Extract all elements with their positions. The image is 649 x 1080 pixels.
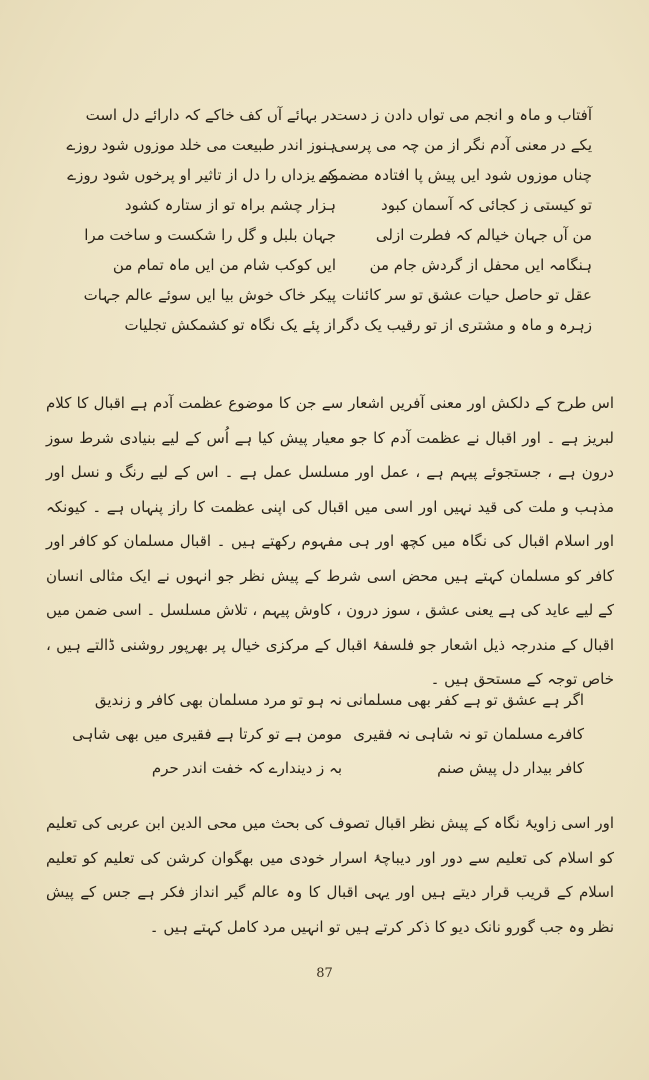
hemistich-first: چناں موزوں شود ایں پیش پا افتادہ مضمونے: [318, 166, 592, 184]
hemistich-first: زہرہ و ماہ و مشتری از تو رقیب یک دگر: [337, 316, 592, 334]
hemistich-first: تو کیستی ز کجائی کہ آسمان کبود: [381, 196, 592, 214]
couplet: [72, 717, 584, 751]
hemistich-first: کافر بیدار دل پیش صنم: [437, 759, 584, 777]
prose-paragraph-2: [46, 806, 614, 944]
hemistich-second: جہان بلبل و گل را شکست و ساخت مرا: [84, 226, 336, 244]
hemistich-second: ایں کوکب شام من ایں ماہ تمام من: [112, 256, 336, 274]
hemistich-second: از پئے یک نگاہ تو کشمکش تجلیات: [124, 316, 336, 334]
couplet: [108, 310, 592, 340]
couplet: [83, 280, 592, 310]
hemistich-second: بہ ز دیندارے کہ خفت اندر حرم: [151, 759, 342, 777]
prose-text-1: اس طرح کے دلکش اور معنی آفریں اشعار سے جن کا موضوع عظمت آدم ہے اقبال کا کلام لبریز ہے ۔ اور اقبال نے عظمت آدم کا جو معیار پیش کیا ہے اُس کے لیے بنیادی شرط سوز درون ہے ، جستجوئے پیہم ہے ، عمل اور مسلسل عمل ہے ۔ اس کے لیے رنگ و نسل اور مذہب و ملت کی قید نہیں اور اسی میں اقبال کی اپنی عظمت کا راز پنہاں ہے ۔ کیونکہ اور اسلام اقبال کی نگاہ میں کچھ اور ہی مفہوم رکھتے ہیں ۔ اقبال مسلمان کو کافر اور کافر کو مسلمان کہتے ہیں محض اسی شرط کے پیش نظر جو انہوں نے ایک مثالی انسان کے لیے عاید کی ہے یعنی عشق ، سوز درون ، کاوش پیہم ، تلاش مسلسل ۔ اسی ضمن میں اقبال کے مندرجہ ذیل اشعار جو فلسفۂ اقبال کے مرکزی خیال پر بھرپور روشنی ڈالتے ہیں ، خاص توجہ کے مستحق ہیں ۔: [46, 394, 614, 688]
hemistich-second: مومن ہے تو کرتا ہے فقیری میں بھی شاہی: [72, 725, 342, 743]
prose-text-2: اور اسی زاویۂ نگاہ کے پیش نظر اقبال تصوف کی بحث میں محی الدین ابن عربی کی تعلیم کو اسلام کی تعلیم سے دور اور دیباچۂ اسرار خودی میں بھگوان کرشن کی تعلیم کو تعلیم اسلام کے قریب قرار دیتے ہیں اور یہی اقبال کا وہ عالم گیر انداز فکر ہے جس کے پیش نظر وہ جب گورو نانک دیو کا ذکر کرتے ہیں تو انہیں مرد کامل کہتے ہیں ۔: [46, 814, 614, 936]
page-number: 87: [316, 966, 333, 981]
hemistich-first: کافرے مسلمان تو نہ شاہی نہ فقیری: [353, 725, 584, 743]
hemistich-second: در بہائے آں کف خاکے کہ دارائے دل است: [85, 106, 336, 124]
hemistich-first: من آں جہان خیالم کہ فطرت ازلی: [375, 226, 592, 244]
hemistich-first: ہنگامہ ایں محفل از گردش جام من: [369, 256, 592, 274]
hemistich-first: عقل تو حاصل حیات عشق تو سر کائنات: [341, 286, 592, 304]
couplet: [85, 100, 592, 130]
hemistich-second: ہنوز اندر طبیعت می خلد موزوں شود روزے: [66, 136, 336, 154]
couplet: [108, 250, 592, 280]
verse-block-top: [66, 100, 592, 340]
hemistich-second: نہ ہو تو مرد مسلمان بھی کافر و زندیق: [94, 691, 342, 709]
couplet: [94, 683, 584, 717]
hemistich-first: اگر ہے عشق تو ہے کفر بھی مسلمانی: [346, 691, 584, 709]
couplet: [67, 160, 592, 190]
verse-block-bottom: [72, 683, 584, 785]
hemistich-second: ہزار چشم براہ تو از ستارہ کشود: [124, 196, 336, 214]
hemistich-first: یکے در معنی آدم نگر از من چہ می پرسی: [333, 136, 592, 154]
hemistich-first: آفتاب و ماہ و انجم می تواں دادن ز دست: [333, 106, 592, 124]
hemistich-second: پیکر خاک خوش بیا ایں سوئے عالم جہات: [83, 286, 336, 304]
couplet: [84, 220, 592, 250]
couplet: [114, 751, 584, 785]
couplet: [66, 130, 592, 160]
prose-paragraph-1: [46, 386, 614, 697]
couplet: [108, 190, 592, 220]
hemistich-second: کہ یزداں را دل از تاثیر او پرخوں شود روزے: [67, 166, 336, 184]
